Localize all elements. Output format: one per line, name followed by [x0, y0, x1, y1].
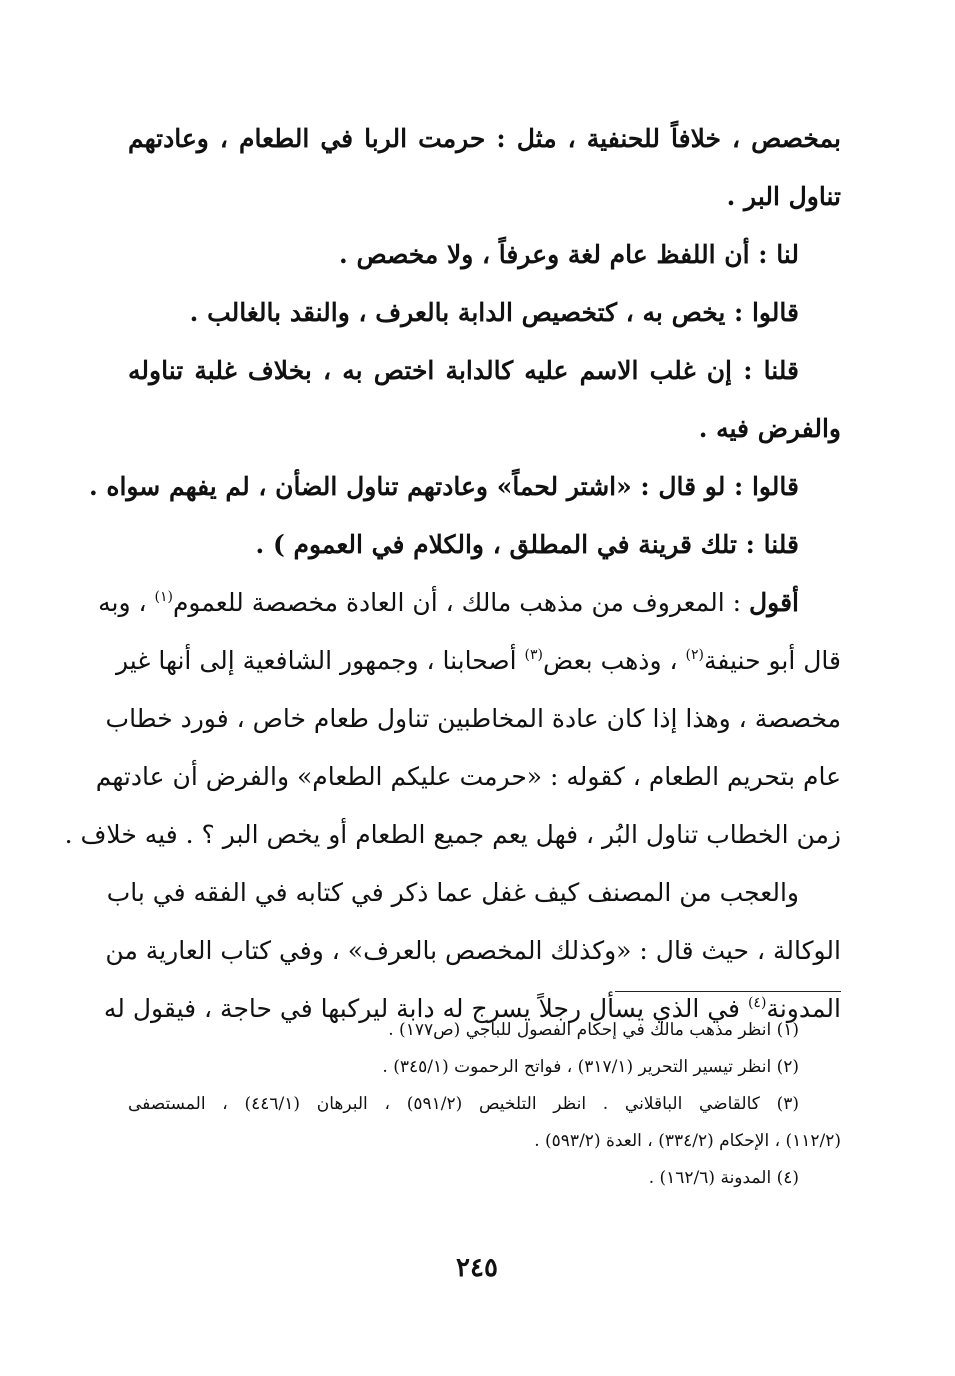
- footnote-ref: (٢): [685, 647, 704, 663]
- footnotes: [128, 1012, 841, 1197]
- text-line: لنا : أن اللفظ عام لغة وعرفاً ، ولا مخصص .: [339, 240, 799, 269]
- main-text: [64, 110, 841, 1038]
- paragraph-text: أصحابنا ، وجمهور الشافعية إلى أنها غير: [115, 646, 525, 675]
- paragraph-line: زمن الخطاب تناول البُر ، فهل يعم جميع الطعام أو يخص البر ؟ . فيه خلاف .: [64, 820, 841, 849]
- paragraph-line: الوكالة ، حيث قال : «وكذلك المخصص بالعرف» ، وفي كتاب العارية من: [105, 936, 841, 965]
- footnote-ref: (٣): [524, 647, 543, 663]
- footnote: (٤) المدونة (١٦٢/٦) .: [648, 1168, 799, 1188]
- text-line: بمخصص ، خلافاً للحنفية ، مثل : حرمت الربا في الطعام ، وعادتهم: [128, 124, 841, 153]
- paragraph-line: والعجب من المصنف كيف غفل عما ذكر في كتابه في الفقه في باب: [106, 878, 799, 907]
- paragraph-text: في الذي يسأل رجلاً يسرج له دابة ليركبها في حاجة ، فيقول له: [103, 994, 748, 1023]
- paragraph-line: عام بتحريم الطعام ، كقوله : «حرمت عليكم الطعام» والفرض أن عادتهم: [95, 762, 841, 791]
- text-line: قالوا : يخص به ، كتخصيص الدابة بالعرف ، والنقد بالغالب .: [189, 298, 799, 327]
- paragraph-text: ، وذهب بعض: [542, 646, 686, 675]
- paragraph-text: : المعروف من مذهب مالك ، أن العادة مخصصة للعموم: [172, 588, 750, 617]
- paragraph-line: [115, 632, 841, 690]
- paragraph-line: مخصصة ، وهذا إذا كان عادة المخاطبين تناول طعام خاص ، فورد خطاب: [105, 704, 841, 733]
- paragraph-line: [98, 574, 841, 632]
- footnote: (١) انظر مذهب مالك في إحكام الفصول للباجي (ص١٧٧) .: [388, 1020, 799, 1040]
- text-line: والفرض فيه .: [698, 414, 841, 443]
- footnote-ref: (٤): [747, 995, 767, 1011]
- text-line: قلنا : إن غلب الاسم عليه كالدابة اختص به ، بخلاف غلبة تناوله: [128, 356, 799, 385]
- paragraph-lead: أقول: [749, 588, 799, 617]
- text-line: تناول البر .: [726, 182, 841, 211]
- footnote-separator: [615, 991, 841, 992]
- footnote: (٢) انظر تيسير التحرير (٣١٧/١) ، فواتح الرحموت (٣٤٥/١) .: [382, 1057, 799, 1077]
- paragraph-text: ، وبه: [98, 588, 155, 617]
- footnote: (١١٢/٢) ، الإحكام (٣٣٤/٢) ، العدة (٥٩٣/٢) .: [534, 1131, 841, 1151]
- footnote-ref: (١): [154, 589, 173, 605]
- text-line: قالوا : لو قال : «اشتر لحماً» وعادتهم تناول الضأن ، لم يفهم سواه .: [88, 472, 799, 501]
- footnote: (٣) كالقاضي الباقلاني . انظر التلخيص (٥٩١/٢) ، البرهان (٤٤٦/١) ، المستصفى: [128, 1094, 799, 1114]
- paragraph-text: المدونة: [766, 994, 841, 1023]
- page-number: ٢٤٥: [456, 1253, 498, 1283]
- paragraph-text: قال أبو حنيفة: [703, 646, 841, 675]
- text-line: قلنا : تلك قرينة في المطلق ، والكلام في العموم ) .: [255, 530, 799, 559]
